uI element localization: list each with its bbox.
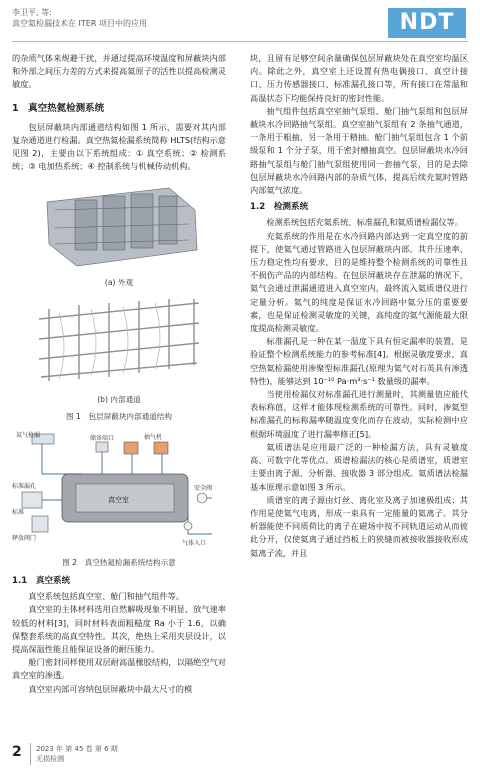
section-heading: 1 真空热氦检测系统 [12, 102, 105, 114]
figure-1 [12, 180, 226, 424]
paragraph: 当使用检漏仪对标准漏孔进行测量时，其测量值应能代表标称值，这样才能体现检测系统的可靠性。同时，渗氦型标准漏孔的标称漏率随温度变化而存在波动，实际检测中应根据环境温度了进行漏率修正[5]。 [250, 389, 468, 439]
paragraph: 块，且留有足够空间余量确保包层屏蔽块处在真空室均温区内。除此之外，真空室上还设置有热电偶接口、真空计接口、压力传感器接口、标准漏孔接口等，所有接口在常温和高温状态下均能保持良好的密封性能。 [250, 53, 468, 103]
figure-1-caption: 图 1 包层屏蔽块内部通道结构 [66, 412, 172, 422]
paragraph: 充氦系统的作用是在水冷回路内部达到一定真空度的前提下，使氦气通过管路进入包层屏蔽块内部。其升压速率、压力稳定性均有要求，目的是维持整个检测系统的可靠性且不损伤产品的内部结构。在包层屏蔽块存在泄漏的情况下，氦气会通过泄漏通道进入真空室内，最终流入氦质谱仪进行定量分析。氦气的纯度是保证水冷回路中氦分压的重要要素，也是保证检测灵敏度的关键，高纯度的氦气源能最大限度提高检测灵敏度。 [250, 230, 468, 334]
figure-2-system-diagram [12, 430, 226, 548]
figure-2-caption: 图 2 真空热氦检漏系统结构示意 [62, 557, 176, 567]
label-helium-detect: 氦气检漏 [16, 431, 41, 439]
label-valve: 标准 [12, 508, 25, 516]
label-safety: 安全阀 [194, 484, 213, 492]
label-exhaust: 抽气机 [144, 433, 163, 441]
footer-divider [30, 743, 31, 765]
figure-1b-label: (b) 内部通道 [97, 395, 141, 405]
paragraph: 质谱室的离子源由灯丝、离化室及离子加速极组成；其作用是使氦气电离，形成一束具有一定能量的氦离子。其分析器能使不同质荷比的离子在磁场中按不同轨道运动从而彼此分开，仅使氦离子通过挡板上的狭缝而被接收器接收形成氦离子流，并且 [250, 494, 468, 558]
header-authors: 李卫平, 等: [12, 8, 52, 17]
paragraph: 真空室的主体材料选用自然解吸现象不明显、放气速率较低的材料[3]，同时材料表面粗糙度 Ra 小于 1.6，以确保整套系统的高真空特性。其次，绝热上采用夹层设计，以提高保温性能且能保证设备的耐压能力。 [12, 604, 226, 655]
figure-1a-exterior-image [19, 180, 219, 272]
label-gas-in: 气体入口 [182, 539, 207, 547]
right-column [250, 52, 468, 560]
header-divider [12, 41, 468, 42]
paragraph: 舱门密封同样使用双层耐高温橡胶结构，以隔绝空气对真空室的渗透。 [12, 657, 226, 681]
paragraph: 检测系统包括充氦系统、标准漏孔和氦质谱检漏仪等。 [266, 217, 463, 228]
figure-2 [12, 430, 226, 569]
page-header [0, 0, 480, 44]
paragraph: 的杂质气体来规避干扰，并通过提高环境温度和屏蔽块内部和外部之间压力差的方式来提高氦原子的活性以提高检测灵敏度。 [12, 53, 226, 90]
page-number: 2 [12, 744, 22, 760]
figure-1a-label: (a) 外观 [104, 277, 134, 287]
label-tank: 储备端口 [90, 434, 115, 442]
paragraph: 标准漏孔是一种在某一温度下具有恒定漏率的装置，是验证整个检测系统能力的参考标准[4]。根据灵敏度要求，真空热氦检漏使用渗聚型标准漏孔(原理为氦气对石英具有渗透特性)，能够达到 10⁻¹⁰ Pa·m³·s⁻¹ 数量级的漏率。 [250, 336, 468, 386]
subsection-heading: 1.2 检测系统 [250, 202, 309, 213]
header-title: 真空氦检漏技术在 ITER 项目中的应用 [12, 19, 147, 28]
journal-name: 无损检测 [36, 755, 64, 763]
journal-logo: NDT [388, 8, 466, 38]
paragraph: 氦质谱法是应用最广泛的一种检漏方法，具有灵敏度高、可数字化等优点。质谱检漏法的核心是质谱室，质谱室主要由离子源、分析器、接收器 3 部分组成。氦质谱法检漏基本原理示意如图 3 所示。 [250, 441, 468, 492]
label-vacuum-chamber: 真空室 [108, 495, 129, 504]
journal-footer [36, 744, 118, 764]
paragraph: 包层屏蔽块内部通道结构如图 1 所示，需要对其内部复杂通道进行检漏。真空热氦检漏系统简称 HLTS(结构示意见图 2)，主要由以下系统组成：① 真空系统；② 检测系统；③ 电加热系统；④ 控制系统与机械传动机构。 [12, 121, 226, 172]
label-leak-std: 标准漏孔 [12, 482, 37, 490]
journal-issue: 2023 年 第 45 卷 第 6 期 [36, 745, 118, 753]
subsection-heading: 1.1 真空系统 [12, 576, 71, 587]
figure-1b-channel-image [19, 289, 219, 389]
paragraph: 真空系统包括真空室、舱门和抽气组件等。 [28, 591, 184, 602]
paragraph: 抽气组件包括真空室抽气泵组、舱门抽气泵组和包层屏蔽块水冷回路抽气泵组。真空室抽气泵组有 2 条抽气通道，一条用于粗抽，另一条用于精抽。舱门抽气泵组包含 1 个前级泵和 1 个分子泵，用于密封槽抽真空。包层屏蔽块水冷回路抽气泵组与舱门抽气泵组使用同一套抽气泵，目的是去除包层屏蔽块水冷回路内部的杂质气体，提高后续充氦时管路内部氦气浓度。 [250, 105, 468, 196]
paragraph: 真空室内部可容纳包层屏蔽块中最大尺寸的模 [28, 683, 193, 694]
left-column [12, 52, 226, 696]
label-release: 释放阀门 [12, 534, 37, 542]
